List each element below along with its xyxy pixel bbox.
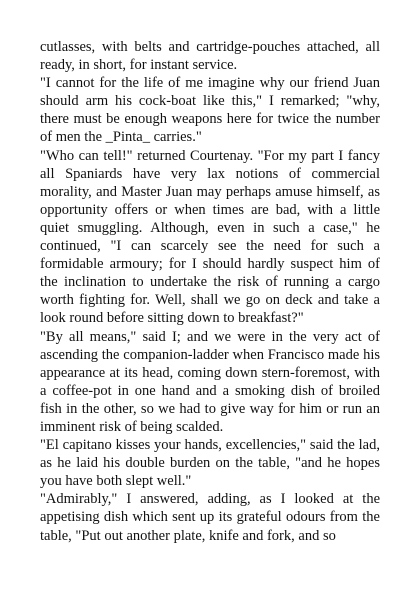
- page-body: [40, 38, 380, 545]
- paragraph-3: "Who can tell!" returned Courtenay. "For my part I fancy all Spaniards have very lax notions of commercial morality, and Master Juan may perhaps amuse himself, as opportunity offers or when times are bad, with a little quiet smuggling. Although, even in such a case," he continued, "I can scarcely see the need for such a formidable armoury; for I should hardly suspect him of the inclination to undertake the risk of running a cargo worth fighting for. Well, shall we go on deck and take a look round before sitting down to breakfast?": [40, 147, 380, 327]
- paragraph-2: "I cannot for the life of me imagine why our friend Juan should arm his cock-boat like this," I remarked; "why, there must be enough weapons here for twice the number of men the _Pinta_ carries.": [40, 75, 380, 146]
- paragraph-5: "El capitano kisses your hands, excellencies," said the lad, as he laid his double burden on the table, "and he hopes you have both slept well.": [40, 437, 380, 490]
- paragraph-6: "Admirably," I answered, adding, as I looked at the appetising dish which sent up its grateful odours from the table, "Put out another plate, knife and fork, and so: [40, 491, 380, 544]
- paragraph-1: cutlasses, with belts and cartridge-pouches attached, all ready, in short, for instant service.: [40, 39, 380, 74]
- paragraph-4: "By all means," said I; and we were in the very act of ascending the companion-ladder when Francisco made his appearance at its head, coming down stern-foremost, with a coffee-pot in one hand and a smoking dish of broiled fish in the other, so we had to give way for him or run an imminent risk of being scalded.: [40, 328, 380, 435]
